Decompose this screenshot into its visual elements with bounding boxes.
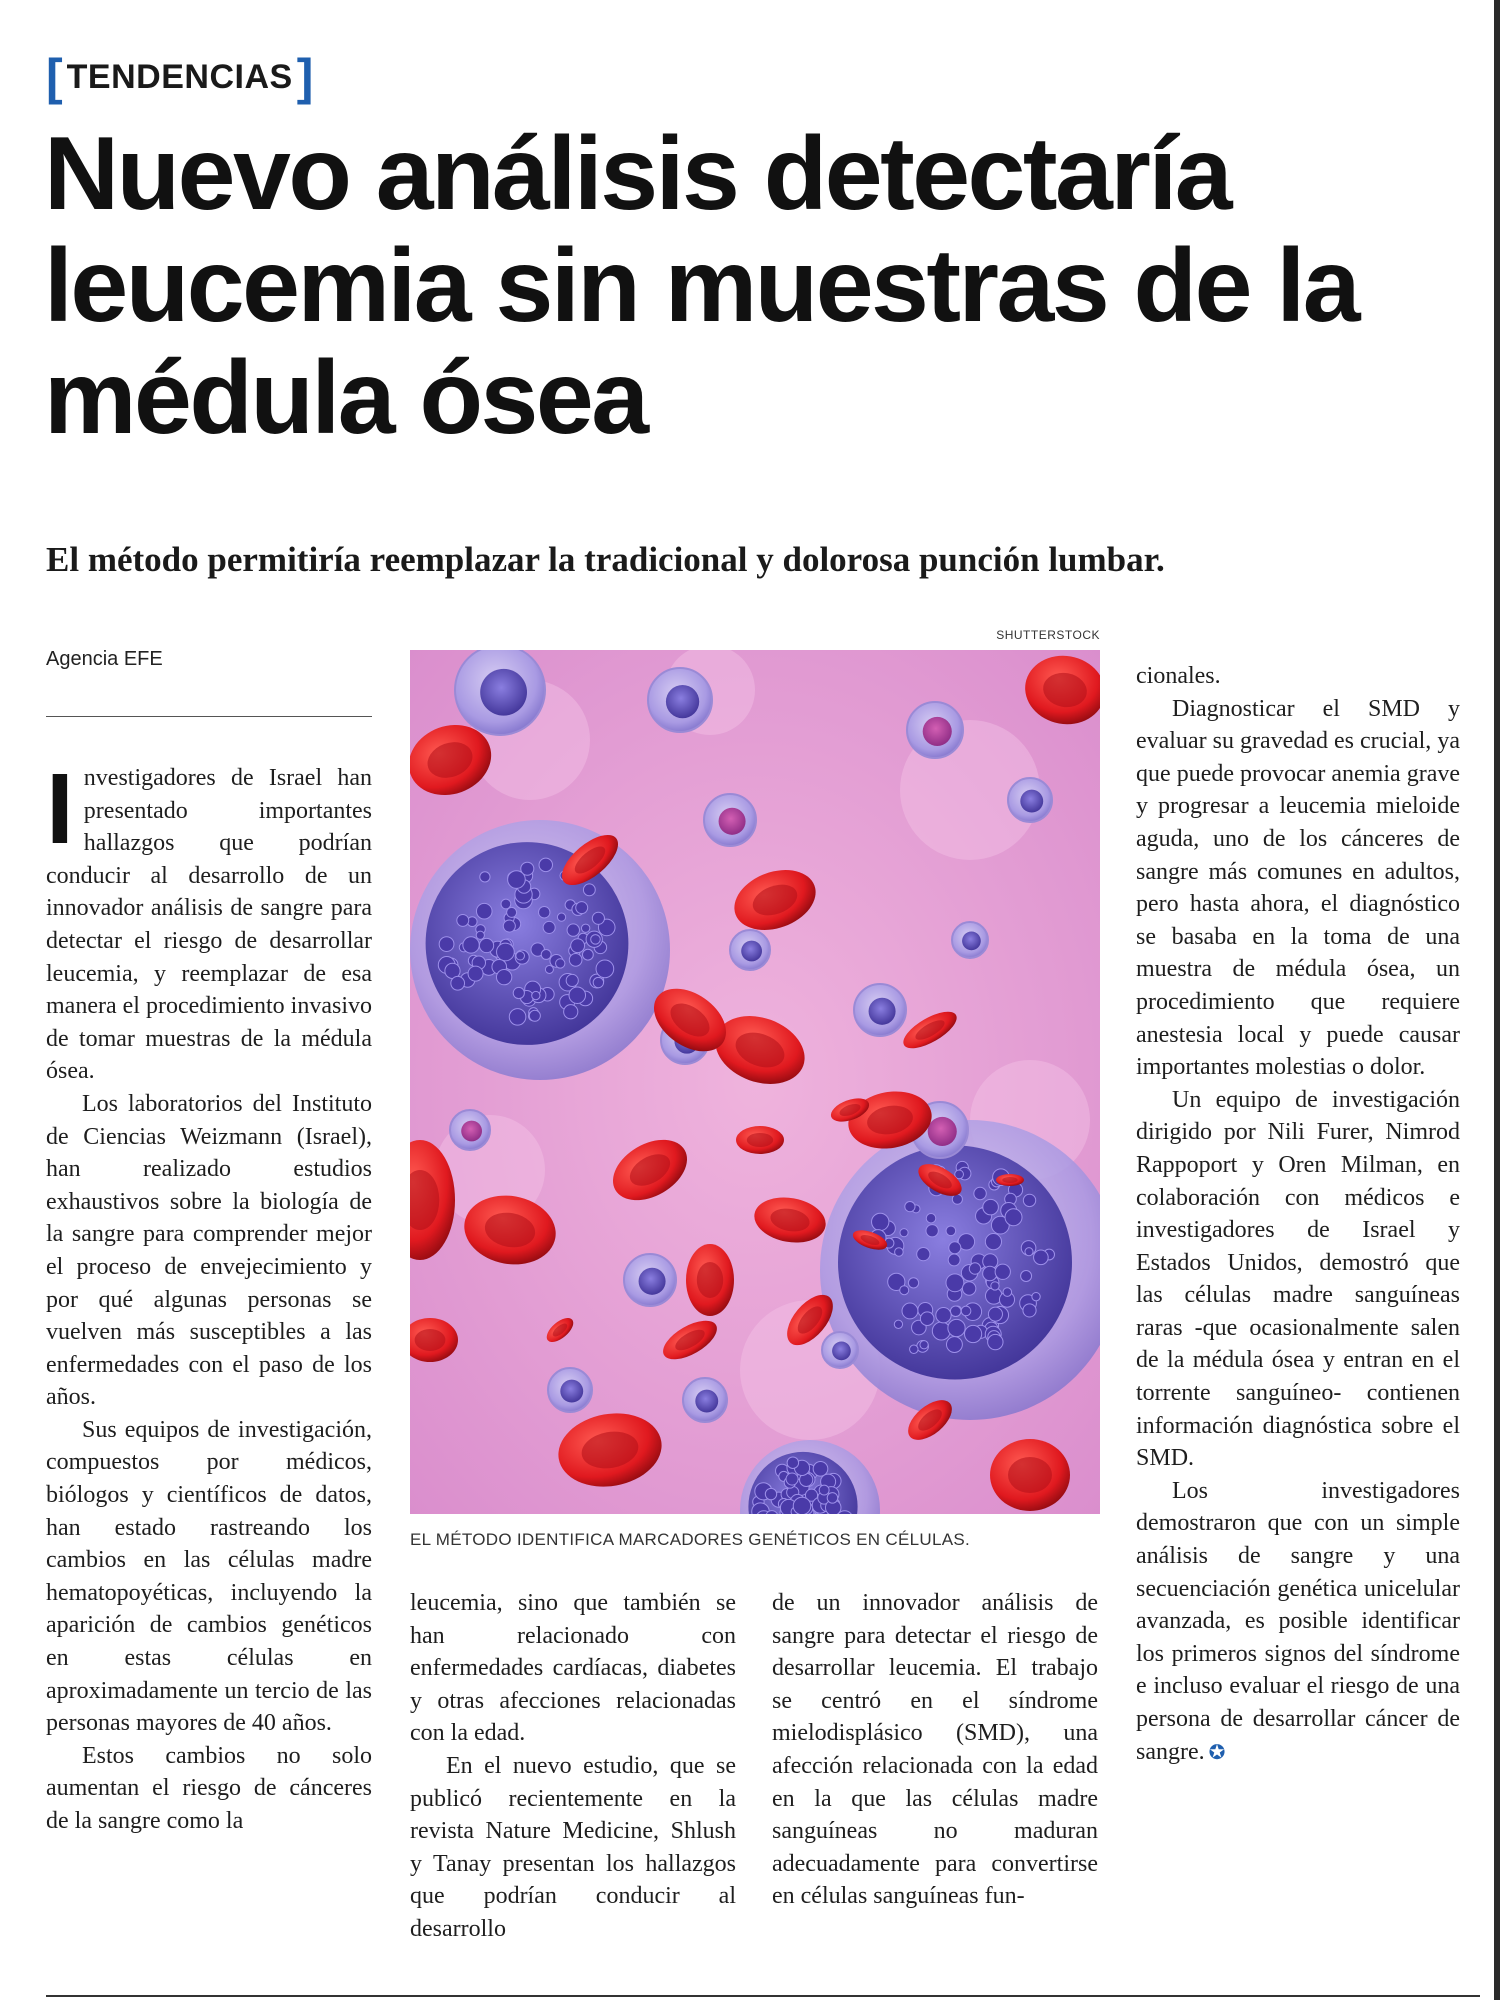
blood-cells-photo — [410, 650, 1100, 1514]
red-blood-cell — [990, 1439, 1070, 1511]
white-blood-cell — [730, 930, 770, 970]
paragraph: Diagnosticar el SMD y evaluar su gravedad es crucial, ya que puede provocar anemia grave y progresar a leucemia mieloide aguda, uno de los cánceres de sangre más comunes en adultos, pero hasta ahora, el diagnóstico se basaba en la toma de una muestra de médula ósea, un procedimiento que requiere anestesia local y puede causar importantes molestias o dolor. — [1136, 695, 1460, 1081]
white-blood-cell — [455, 650, 545, 735]
tag-bracket-left: [ — [46, 49, 63, 105]
section-tag — [46, 50, 313, 104]
blood-cells-illustration — [410, 650, 1100, 1514]
photo-credit: SHUTTERSTOCK — [996, 628, 1100, 642]
article-column-3 — [772, 1587, 1098, 1913]
white-blood-cell — [648, 668, 712, 732]
article-end-icon: ✪ — [1208, 1739, 1226, 1764]
article-column-1 — [46, 753, 372, 1838]
article-column-4 — [1136, 660, 1460, 1768]
byline: Agencia EFE — [46, 648, 163, 670]
white-blood-cell — [822, 1332, 858, 1368]
section-tag-text: TENDENCIAS — [66, 57, 293, 96]
paragraph: de un innovador análisis de sangre para detectar el riesgo de desarrollar leucemia. El trabajo se centró en el síndrome mielodisplásico (SMD), una afección relacionada con la edad en la que las células madre sanguíneas no maduran adecuadamente para convertirse en células sanguíneas fun- — [772, 1590, 1098, 1910]
paragraph: Un equipo de investigación dirigido por Nili Furer, Nimrod Rappoport y Oren Milman, en colaboración con médicos e investigadores de Israel y Estados Unidos, demostró que las células madre sanguíneas raras -que ocasionalmente salen de la médula ósea y entran en el torrente sanguíneo- contienen información diagnóstica sobre el SMD. — [1136, 1086, 1460, 1472]
white-blood-cell — [704, 794, 756, 846]
byline-divider — [46, 716, 372, 717]
white-blood-cell — [624, 1254, 676, 1306]
paragraph: En el nuevo estudio, que se publicó recientemente en la revista Nature Medicine, Shlush y Tanay presentan los hallazgos que podrían conducir al desarrollo — [410, 1752, 736, 1942]
headline: Nuevo análisis detectaría leucemia sin muestras de la médula ósea — [44, 116, 1359, 456]
lead-paragraph — [46, 753, 372, 1088]
photo-caption: EL MÉTODO IDENTIFICA MARCADORES GENÉTICOS EN CÉLULAS. — [410, 1530, 970, 1549]
drop-cap: I — [46, 753, 74, 865]
white-blood-cell — [1008, 778, 1052, 822]
closing-paragraph — [1136, 1475, 1460, 1768]
white-blood-cell — [854, 984, 906, 1036]
subtitle: El método permitiría reemplazar la tradicional y dolorosa punción lumbar. — [46, 540, 1165, 579]
bottom-divider — [46, 1995, 1480, 1997]
paragraph-text: nvestigadores de Israel han presentado importantes hallazgos que podrían conducir al desarrollo de un innovador análisis de sangre para detectar el riesgo de desarrollar leucemia, y reemplazar de esa manera el procedimiento invasivo de tomar muestras de la médula ósea. — [46, 765, 372, 1085]
paragraph-text: Los investigadores demostraron que con un simple análisis de sangre y una secuenciación genética unicelular avanzada, es posible identificar los primeros signos del síndrome e incluso evaluar el riesgo de una persona de desarrollar cáncer de sangre. — [1136, 1477, 1460, 1765]
white-blood-cell — [450, 1110, 490, 1150]
tag-bracket-right: ] — [296, 49, 314, 105]
paragraph: Estos cambios no solo aumentan el riesgo de cánceres de la sangre como la — [46, 1742, 372, 1834]
red-blood-cell — [686, 1244, 734, 1316]
red-blood-cell — [996, 1174, 1024, 1186]
red-blood-cell — [736, 1126, 784, 1154]
paragraph: leucemia, sino que también se han relacionado con enfermedades cardíacas, diabetes y otras afecciones relacionadas con la edad. — [410, 1590, 736, 1747]
page-edge — [1494, 0, 1500, 2000]
paragraph: cionales. — [1136, 663, 1221, 689]
paragraph: Sus equipos de investigación, compuestos por médicos, biólogos y científicos de datos, han estado rastreando los cambios en las células madre hematopoyéticas, incluyendo la aparición de cambios genéticos en estas células en aproximadamente un tercio de las personas mayores de 40 años. — [46, 1416, 372, 1737]
white-blood-cell — [548, 1368, 592, 1412]
white-blood-cell — [952, 922, 988, 958]
paragraph: Los laboratorios del Instituto de Ciencias Weizmann (Israel), han realizado estudios exhaustivos sobre la biología de la sangre para comprender mejor el proceso de envejecimiento y por qué algunas personas se vuelven más susceptibles a las enfermedades con el paso de los años. — [46, 1090, 372, 1411]
white-blood-cell — [683, 1378, 727, 1422]
article-column-2 — [410, 1587, 736, 1946]
large-white-blood-cell — [410, 820, 670, 1080]
white-blood-cell — [907, 702, 963, 758]
